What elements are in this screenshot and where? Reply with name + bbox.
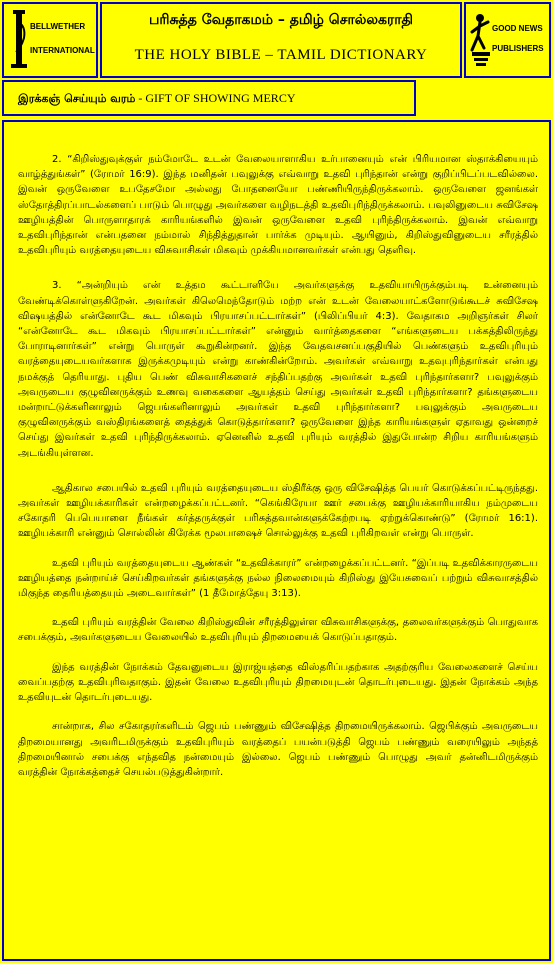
page-title-tamil: பரிசுத்த வேதாகமம் – தமிழ் சொல்லகராதி: [149, 12, 413, 28]
logo-right-line2: PUBLISHERS: [492, 44, 544, 53]
paragraph: சான்றாக, சில சகோதரர்களிடம் ஜெபம் பண்ணும் விசேஷித்த திறமையிருக்கலாம். ஜெபிக்கும் அவருடைய திறமையானது அவரிடமிருக்கும் உதவிபுரியும் வரத்தைப் பயன்படுத்தி ஜெபம் பண்ணும் வரையிலும் அந்தத் திறமையினால் சபைக்கு எந்தவித நன்மையும் இல்லை. ஜெபம் பண்ணும் பொழுது அவர் தன்னிடமிருக்கும் வரத்தின் நோக்கத்தைச் செயல்படுத்துகின்றார்.: [18, 721, 538, 778]
paragraph: இந்த வரத்தின் நோக்கம் தேவனுடைய இராஜ்யத்தை விஸ்தரிப்பதற்காக அதற்குரிய வேலைகளைச் செய்ய வைப்பதற்கு உதவிபுரிவதாகும். இதன் வேலை உதவிபுரியும் திறமையுடன் தொடர்புடையது. இதன் நோக்கம் அந்த உதவியுடன் தொடர்புடையது.: [18, 661, 538, 704]
bellwether-logo: [2, 2, 98, 78]
paragraph: 3. “அன்றியும் என் உத்தம கூட்டாளியே அவர்களுக்கு உதவியாயிருக்கும்படி உன்னையும் வேண்டிக்கொள்ளுகிறேன். அவர்கள் கிலெமெந்தோடும் மற்ற என் உடன் வேலையாட்களோடுங்கூடச் சுவிசேஷ விஷயத்தில் என்னோடே கூட மிகவும் பிரயாசப்பட்டார்கள்” (பிலிப்பியர் 4:3). வேதாகம அறிஞர்கள் சிலர் “என்னோடே கூட மிகவும் பிரயாசப்பட்டார்கள்” என்னும் வார்த்தைகளை “எங்களுடைய பக்கத்திலிருந்து போராடினார்கள்” என்று பொருள் கூறுகின்றனர். இந்த வேதவசனப்பகுதியில் பெண்களும் உதவிபுரியும் வரத்தையுடையவர்களாக இருக்கமுடியும் என்று காண்கின்றோம். அவர்கள் எவ்வாறு உதவுபுரிந்தார்கள் என்பது நமக்குத் தெரியாது. புதிய பெண் விசுவாசிகளைச் சந்திப்பதற்கு அவர்கள் உதவி புரிந்தார்களா? பவுலுக்கும் அவருடைய குழுவினருக்கும் உணவு வகைகளை ஆயத்தம் செய்து அவர்கள் உதவி புரிந்தார்களா? தங்களுடைய மன்றாட்டுக்களினாலும் ஜெபங்களினாலும் அவர்கள் உதவி புரிந்தார்களா? பவுலுக்கும் அவருடைய குழுவினருக்கும் வஸ்திரங்களைத் தைத்துக் கொடுத்தார்களா? ஒருவேளை இந்த காரியங்களுள் ஏதாவது ஒன்றைச் செய்து இவர்கள் உதவி புரிந்திருக்கலாம். ஏனெனில் உதவி புரியும் வரத்தில் இதுபோன்ற சிறிய காரியங்களும் அடங்கியுள்ளன.: [18, 280, 538, 459]
section-heading: [18, 91, 295, 107]
good-news-logo: [464, 2, 551, 78]
article-body: [18, 152, 538, 794]
paragraph: உதவி புரியும் வரத்தையுடைய ஆண்கள் “உதவிக்காரர்” என்றழைக்கப்பட்டனர். “இப்படி உதவிக்காரருடைய ஊழியத்தை நன்றாய்ச் செய்கிறவர்கள் தங்களுக்கு நல்ல நிலைமையும் கிறிஸ்து இயேசுவைப் பற்றும் விசுவாசத்தில் மிகுந்த தைரியத்தையும் அடைவார்கள்” (1 தீமோத்தேயு 3:13).: [18, 557, 538, 600]
section-heading-separator: -: [135, 91, 146, 105]
title-box: [100, 2, 462, 78]
logo-left-line2: INTERNATIONAL: [30, 46, 95, 55]
good-news-messenger-icon: [466, 4, 549, 76]
page-title-english: THE HOLY BIBLE – TAMIL DICTIONARY: [134, 47, 428, 63]
bellwether-bell-logo-icon: [4, 4, 96, 76]
paragraph: உதவி புரியும் வரத்தின் வேலை கிறிஸ்துவின் சரீரத்திலுள்ள விசுவாசிகளுக்கு, தலைவர்களுக்கும் பொதுவாக சபைக்கும், அவர்களுடைய வேலையில் உதவிபுரியும் திறமையைக் கொடுப்பதாகும்.: [18, 617, 538, 644]
subtitle-box: [2, 80, 416, 116]
paragraph: ஆதிகால சபையில் உதவி புரியும் வரத்தையுடைய ஸ்திரீக்கு ஒரு விசேஷித்த பெயர் கொடுக்கப்பட்டிருந்தது. அவர்கள் ஊழியக்காரிகள் என்றழைக்கப்பட்டனர். “கெங்கிரேயா ஊர் சபைக்கு ஊழியக்காரியாகிய நம்முடைய சகோதரி பெபெயாளை நீங்கள் கர்த்தருக்குள் பரிசுத்தவான்களுக்கேற்றபடி ஏற்றுக்கொண்டு” (ரோமர் 16:1). ஊழியக்காரி என்னும் சொல்லின் கிரேக்க மூலபாஷைச் சொல்லுக்கு உதவி புரிகிறவள் என்று பொருள்.: [18, 482, 538, 540]
logo-left-line1: BELLWETHER: [30, 22, 86, 31]
paragraph: 2. “கிறிஸ்துவுக்குள் நம்மோடே உடன் வேலையாளாகிய உர்பானையும் என் பிரியமான ஸ்தாக்கியையும் வாழ்த்துங்கள்” (ரோமர் 16:9). இந்த மனிதன் பவுலுக்கு எவ்வாறு உதவி புரிந்தான் என்று குறிப்பிடப்படவில்லை. இவன் ஒருவேளை உபதேசமோ அல்லது போதனையோ பண்ணியிருந்திருக்கலாம். ஒருவேளை ஜனங்கள் ஸ்தோத்திரப்பாடல்களைப் பாடும் பொழுது அவர்களை வழிநடத்தி உதவிபுரிந்திருக்கலாம். பவுலினுடைய சுவிசேஷ ஊழியத்தின் பொருளாதாரக் காரியங்களில் இவன் ஒருவேளை உதவி புரிந்திருக்கலாம். இவன் எவ்வாறு உதவிபுரிந்தான் என்பதனை நம்மால் சிந்தித்துதான் பார்க்க முடியும். ஆயினும், கிறிஸ்துவினுடைய சரீரத்தில் உதவிபுரியும் வரத்தையுடைய விசுவாசிகள் மிகவும் முக்கியமானவர்கள் என்பது தெளிவு.: [18, 154, 538, 257]
logo-right-line1: GOOD NEWS: [492, 24, 543, 33]
section-heading-english: GIFT OF SHOWING MERCY: [145, 91, 296, 105]
content-box: [2, 120, 551, 961]
section-heading-tamil: இரக்கஞ் செய்யும் வரம்: [18, 92, 136, 105]
